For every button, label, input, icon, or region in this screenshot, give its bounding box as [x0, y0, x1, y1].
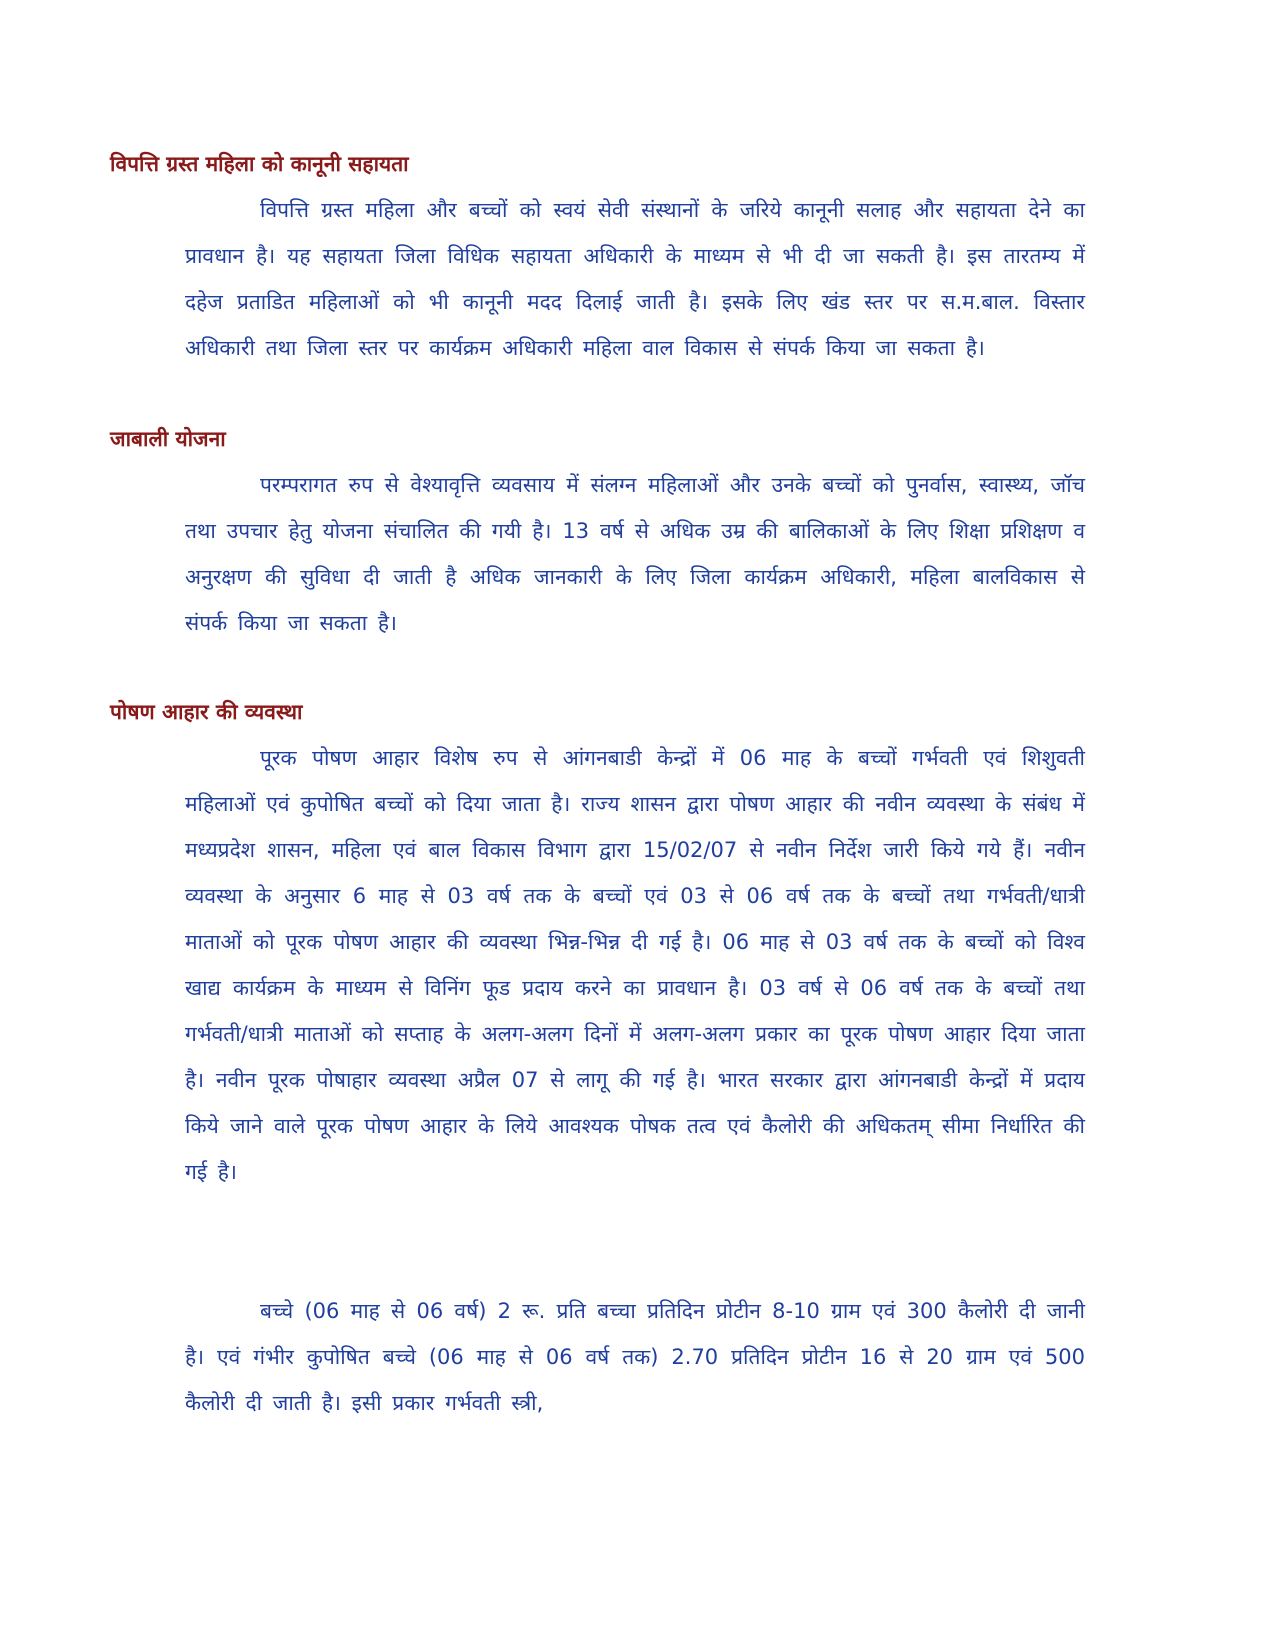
section-heading-jabali-scheme: जाबाली योजना [110, 427, 226, 451]
section-heading-legal-aid: विपत्ति ग्रस्त महिला को कानूनी सहायता [110, 152, 409, 176]
paragraph-nutrition-1: पूरक पोषण आहार विशेष रुप से आंगनबाडी केन्द्रों में 06 माह के बच्चों गर्भवती एवं शिशुवती महिलाओं एवं कुपोषित बच्चों को दिया जाता है। राज्य शासन द्वारा पोषण आहार की नवीन व्यवस्था के संबंध में मध्यप्रदेश शासन, महिला एवं बाल विकास विभाग द्वारा 15/02/07 से नवीन निर्देश जारी किये गये हैं। नवीन व्यवस्था के अनुसार 6 माह से 03 वर्ष तक के बच्चों एवं 03 से 06 वर्ष तक के बच्चों तथा गर्भवती/धात्री माताओं को पूरक पोषण आहार की व्यवस्था भिन्न-भिन्न दी गई है। 06 माह से 03 वर्ष तक के बच्चों को विश्व खाद्य कार्यक्रम के माध्यम से विनिंग फूड प्रदाय करने का प्रावधान है। 03 वर्ष से 06 वर्ष तक के बच्चों तथा गर्भवती/धात्री माताओं को सप्ताह के अलग-अलग दिनों में अलग-अलग प्रकार का पूरक पोषण आहार दिया जाता है। नवीन पूरक पोषाहार व्यवस्था अप्रैल 07 से लागू की गई है। भारत सरकार द्वारा आंगनबाडी केन्द्रों में प्रदाय किये जाने वाले पूरक पोषण आहार के लिये आवश्यक पोषक तत्व एवं कैलोरी की अधिकतम् सीमा निर्धारित की गई है। [185, 746, 1085, 1184]
paragraph-nutrition-2: बच्चे (06 माह से 06 वर्ष) 2 रू. प्रति बच्चा प्रतिदिन प्रोटीन 8-10 ग्राम एवं 300 कैलोरी दी जानी है। एवं गंभीर कुपोषित बच्चे (06 माह से 06 वर्ष तक) 2.70 प्रतिदिन प्रोटीन 16 से 20 ग्राम एवं 500 कैलोरी दी जाती है। इसी प्रकार गर्भवती स्त्री, [185, 1299, 1085, 1415]
paragraph-legal-aid: विपत्ति ग्रस्त महिला और बच्चों को स्वयं सेवी संस्थानों के जरिये कानूनी सलाह और सहायता देने का प्रावधान है। यह सहायता जिला विधिक सहायता अधिकारी के माध्यम से भी दी जा सकती है। इस तारतम्य में दहेज प्रताडित महिलाओं को भी कानूनी मदद दिलाई जाती है। इसके लिए खंड स्तर पर स.म.बाल. विस्तार अधिकारी तथा जिला स्तर पर कार्यक्रम अधिकारी महिला वाल विकास से संपर्क किया जा सकता है। [185, 198, 1085, 360]
paragraph-jabali-scheme: परम्परागत रुप से वेश्यावृत्ति व्यवसाय में संलग्न महिलाओं और उनके बच्चों को पुनर्वास, स्वास्थ्य, जॉच तथा उपचार हेतु योजना संचालित की गयी है। 13 वर्ष से अधिक उम्र की बालिकाओं के लिए शिक्षा प्रशिक्षण व अनुरक्षण की सुविधा दी जाती है अधिक जानकारी के लिए जिला कार्यक्रम अधिकारी, महिला बालविकास से संपर्क किया जा सकता है। [185, 473, 1085, 635]
section-heading-nutrition: पोषण आहार की व्यवस्था [110, 700, 303, 724]
